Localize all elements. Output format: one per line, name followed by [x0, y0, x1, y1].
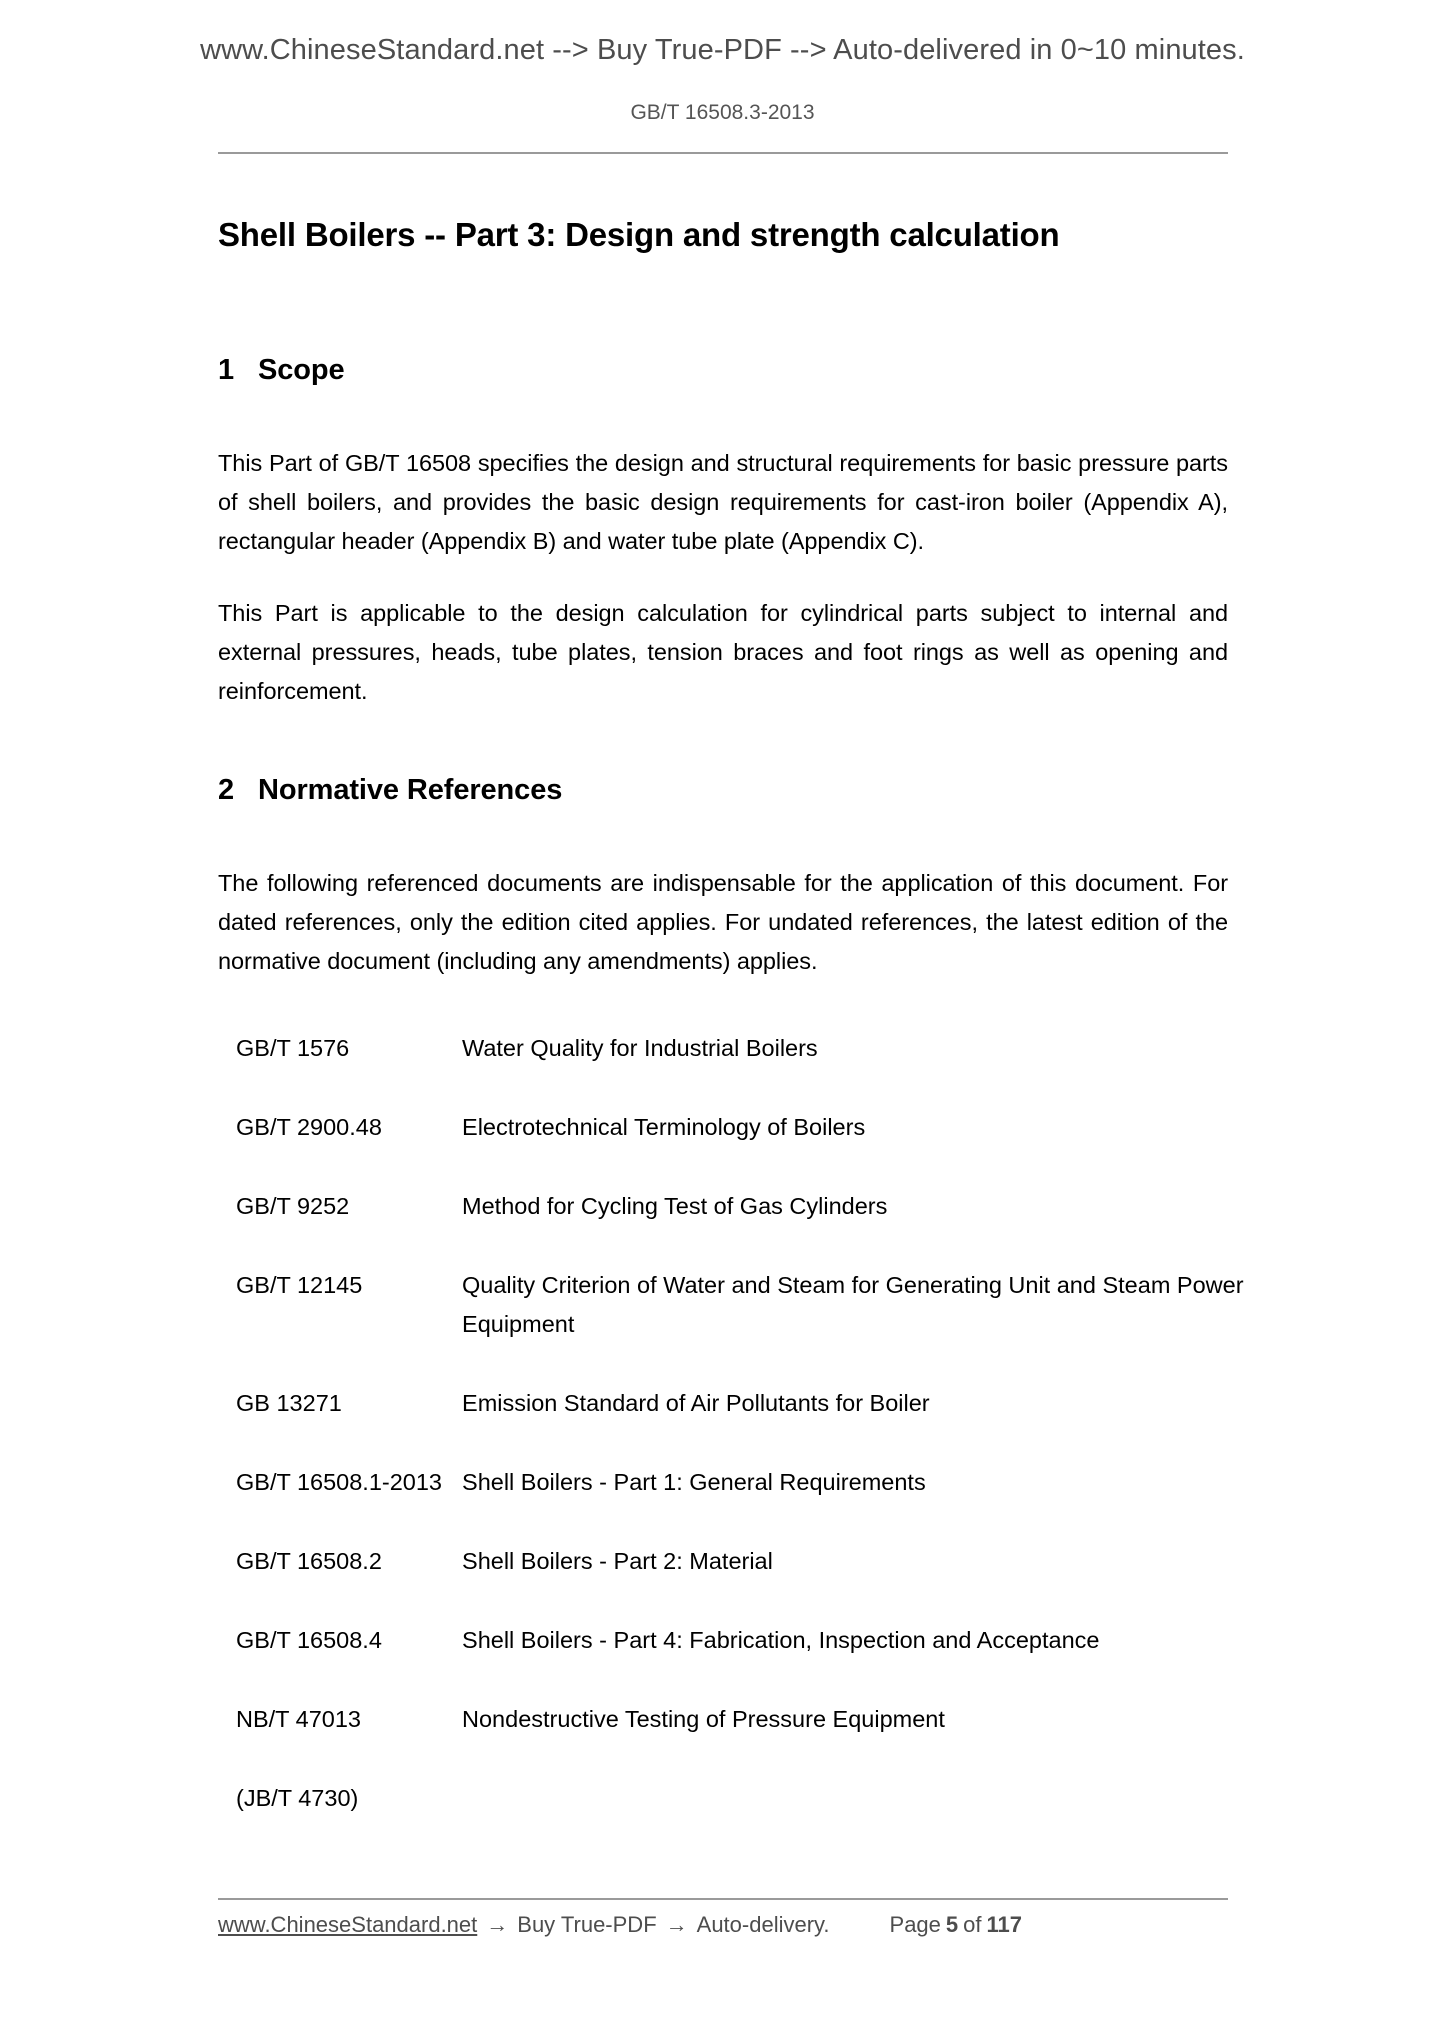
reference-code: (JB/T 4730)	[236, 1784, 359, 1811]
footer-site-link[interactable]: www.ChineseStandard.net	[218, 1912, 478, 1937]
header-divider	[218, 152, 1228, 154]
reference-title: Shell Boilers - Part 1: General Requirements	[462, 1468, 926, 1495]
footer-buy-label: Buy True-PDF	[517, 1912, 657, 1937]
scope-paragraph-1: This Part of GB/T 16508 specifies the design and structural requirements for basic pressure parts of shell boilers, and provides the basic design requirements for cast-iron boiler (Appendix A), rectangular header (Appendix B) and water tube plate (Appendix C).	[218, 450, 1228, 555]
reference-title: Shell Boilers - Part 2: Material	[462, 1547, 773, 1574]
section-heading-scope	[218, 353, 1228, 388]
page-footer	[218, 1912, 1228, 1938]
document-content	[218, 200, 1244, 1818]
reference-code: GB/T 2900.48	[236, 1113, 382, 1140]
section-number-1: 1	[218, 354, 235, 387]
reference-title: Emission Standard of Air Pollutants for Boiler	[462, 1389, 930, 1416]
page-indicator	[890, 1912, 1028, 1938]
reference-code: GB/T 12145	[236, 1271, 363, 1298]
table-row	[236, 1029, 1246, 1108]
total-pages: 117	[986, 1912, 1023, 1937]
reference-title: Shell Boilers - Part 4: Fabrication, Inspection and Acceptance	[462, 1626, 1100, 1653]
normative-references-body	[236, 1029, 1246, 1818]
footer-delivery-label: Auto-delivery.	[696, 1912, 830, 1937]
reference-code: GB/T 16508.1-2013	[236, 1468, 442, 1495]
watermark-header: www.ChineseStandard.net --> Buy True-PDF --> Auto-delivered in 0~10 minutes.	[200, 34, 1245, 66]
table-row	[236, 1542, 1246, 1621]
section-heading-normative-references	[218, 773, 1228, 808]
document-code: GB/T 16508.3-2013	[630, 101, 815, 124]
table-row	[236, 1384, 1246, 1463]
section-number-2: 2	[218, 774, 235, 807]
of-label: of	[963, 1912, 982, 1937]
table-row	[236, 1700, 1246, 1779]
table-row	[236, 1187, 1246, 1266]
reference-code: GB/T 16508.2	[236, 1547, 382, 1574]
normative-references-table	[236, 1029, 1246, 1818]
section-title-normative-references: Normative References	[258, 774, 563, 807]
reference-title: Quality Criterion of Water and Steam for Generating Unit and Steam Power Equipment	[462, 1271, 1244, 1337]
reference-title: Method for Cycling Test of Gas Cylinders	[462, 1192, 888, 1219]
reference-title	[462, 1779, 1246, 1818]
reference-title: Nondestructive Testing of Pressure Equipment	[462, 1705, 945, 1732]
arrow-right-icon: →	[486, 1912, 509, 1937]
reference-title: Water Quality for Industrial Boilers	[462, 1034, 818, 1061]
table-row	[236, 1779, 1246, 1818]
scope-paragraph-2: This Part is applicable to the design calculation for cylindrical parts subject to internal and external pressures, heads, tube plates, tension braces and foot rings as well as opening and reinforcement.	[218, 600, 1228, 705]
reference-title: Electrotechnical Terminology of Boilers	[462, 1113, 866, 1140]
footer-divider	[218, 1898, 1228, 1900]
page-title: Shell Boilers -- Part 3: Design and strength calculation	[218, 216, 1060, 253]
page-label: Page	[889, 1912, 941, 1937]
table-row	[236, 1621, 1246, 1700]
arrow-right-icon: →	[665, 1912, 688, 1937]
table-row	[236, 1108, 1246, 1187]
reference-code: NB/T 47013	[236, 1705, 361, 1732]
section-title-scope: Scope	[258, 354, 345, 387]
normative-references-intro: The following referenced documents are indispensable for the application of this document. For dated references, only the edition cited applies. For undated references, the latest edition of the normative document (including any amendments) applies.	[218, 869, 1228, 974]
reference-code: GB/T 1576	[236, 1034, 350, 1061]
table-row	[236, 1266, 1246, 1384]
table-row	[236, 1463, 1246, 1542]
page-number: 5	[945, 1912, 959, 1937]
reference-code: GB 13271	[236, 1389, 342, 1416]
reference-code: GB/T 9252	[236, 1192, 350, 1219]
reference-code: GB/T 16508.4	[236, 1626, 382, 1653]
